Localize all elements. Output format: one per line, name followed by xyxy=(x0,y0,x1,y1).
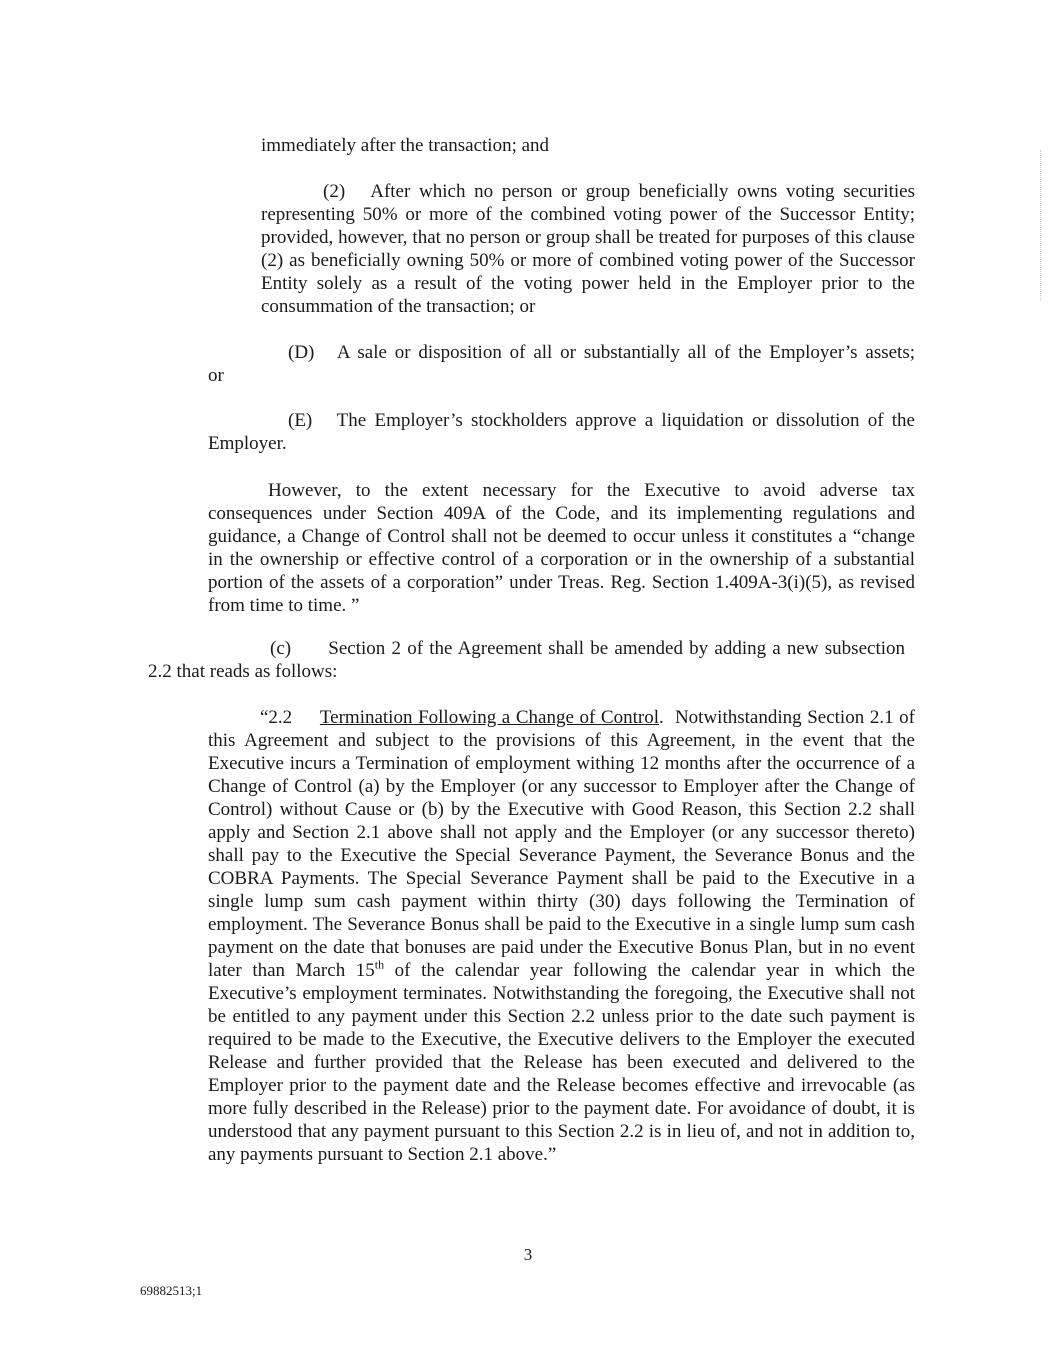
clause-e-line xyxy=(288,409,915,432)
document-id: 69882513;1 xyxy=(140,1283,203,1298)
clause-d-text: A sale or disposition of all or substantially all of the Employer’s assets; xyxy=(336,342,915,363)
clause-e-text: The Employer’s stockholders approve a liquidation or dissolution of the xyxy=(336,410,915,431)
clause-c-text: Section 2 of the Agreement shall be amended by adding a new subsection xyxy=(328,638,905,659)
clause-d-continuation: or xyxy=(208,365,224,386)
clause-d-marker: (D) xyxy=(288,342,315,363)
ordinal-superscript: th xyxy=(374,957,385,972)
section-2-2-paragraph xyxy=(208,706,915,1166)
clause-2-first-line xyxy=(261,180,915,203)
clause-2-marker: (2) xyxy=(323,181,346,202)
change-of-control-409a-paragraph: However, to the extent necessary for the Executive to avoid adverse tax consequences under Section 409A of the Code, and its implementing regulations and guidance, a Change of Control shall not be deemed to occur unless it constitutes a “change in the ownership or effective control of a corporation or in the ownership of a substantial portion of the assets of a corporation” under Treas. Reg. Section 1.409A-3(i)(5), as revised from time to time. ” xyxy=(208,480,915,616)
clause-e-marker: (E) xyxy=(288,410,313,431)
clause-c-continuation: 2.2 that reads as follows: xyxy=(148,661,338,682)
section-2-2-heading-period: . xyxy=(658,707,664,728)
scan-edge-mark xyxy=(1040,150,1042,300)
section-2-2-body-part1: Notwithstanding Section 2.1 of this Agreement and subject to the provisions of this Agreement, in the event that the Executive incurs a Termination of employment withing 12 months after the occurrence of a Change of Control (a) by the Employer (or any successor to Employer after the Change of Control) without Cause or (b) by the Executive with Good Reason, this Section 2.2 shall apply and Section 2.1 above shall not apply and the Employer (or any successor thereto) shall pay to the Executive the Special Severance Payment, the Severance Bonus and the COBRA Payments. The Special Severance Payment shall be paid to the Executive in a single lump sum cash payment within thirty (30) days following the Termination of employment. The Severance Bonus shall be paid to the Executive in a single lump sum cash payment on the date that bonuses are paid under the Executive Bonus Plan, but in no event later than March 15 xyxy=(208,707,916,981)
clause-d-line xyxy=(288,341,915,364)
section-2-2-body-part2: of the calendar year following the calendar year in which the Executive’s employment terminates. Notwithstanding the foregoing, the Executive shall not be entitled to any payment under this Section 2.2 unless prior to the date such payment is required to be made to the Executive, the Executive delivers to the Employer the executed Release and further provided that the Release has been executed and delivered to the Employer prior to the payment date and the Release becomes effective and irrevocable (as more fully described in the Release) prior to the payment date. For avoidance of doubt, it is understood that any payment pursuant to this Section 2.2 is in lieu of, and not in addition to, any payments pursuant to Section 2.1 above.” xyxy=(208,960,915,1165)
clause-2-first-text: After which no person or group beneficially owns voting securities xyxy=(370,181,916,202)
section-2-2-heading: Termination Following a Change of Control xyxy=(319,707,659,728)
page-number: 3 xyxy=(523,1245,533,1264)
clause-c-line xyxy=(270,637,905,660)
clause-e-continuation: Employer. xyxy=(208,433,287,454)
clause-2-text: representing 50% or more of the combined voting power of the Successor Entity; provided, however, that no person or group shall be treated for purposes of this clause (2) as beneficially owning 50% or more of combined voting power of the Successor Entity solely as a result of the voting power held in the Employer prior to the consummation of the transaction; or xyxy=(261,204,915,317)
line-immediately-after: immediately after the transaction; and xyxy=(261,135,550,156)
section-2-2-number: “2.2 xyxy=(260,707,293,728)
clause-c-marker: (c) xyxy=(270,638,292,659)
